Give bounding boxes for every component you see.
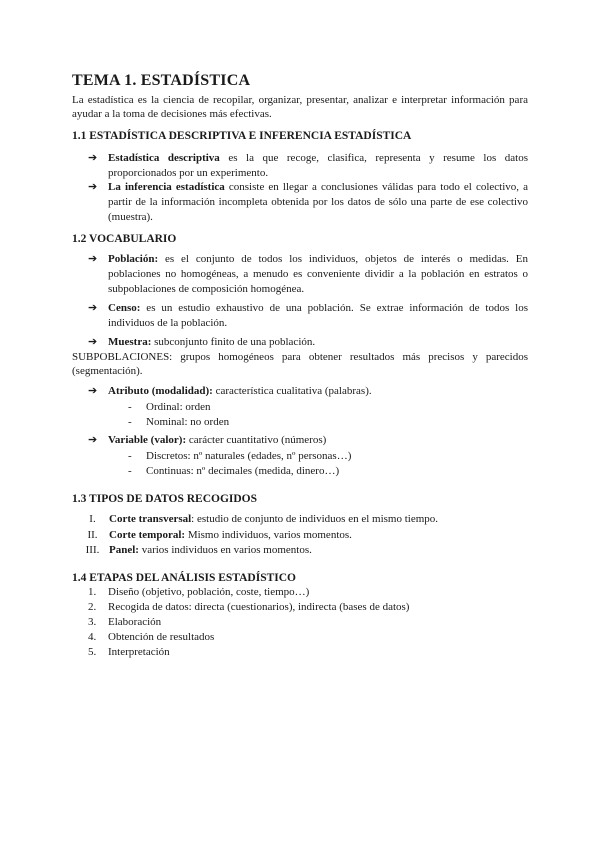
arrow-icon: ➔ — [88, 152, 98, 164]
arrow-icon: ➔ — [88, 434, 98, 446]
arrow-icon: ➔ — [88, 253, 98, 265]
list-item — [88, 301, 528, 331]
arrow-icon: ➔ — [88, 181, 98, 193]
subpoblaciones-paragraph: SUBPOBLACIONES: grupos homogéneos para obtener resultados más precisos y parecidos (segmentación). — [72, 351, 528, 377]
definition: consiste en llegar a conclusiones válidas para todo el colectivo, a partir de la información incompleta obtenida por los datos de sólo una parte de ese colectivo (muestra). — [108, 181, 529, 223]
list-item: 2. Recogida de datos: directa (cuestionarios), indirecta (bases de datos) — [88, 601, 410, 613]
term: Censo: — [108, 302, 141, 314]
arrow-icon: ➔ — [88, 385, 98, 397]
term: Variable (valor): — [108, 434, 187, 446]
definition: es un estudio exhaustivo de una población. Se extrae información de todos los individuos de la población. — [108, 302, 528, 329]
definition: es la que recoge, clasifica, representa y resume los datos proporcionados por un experimento. — [108, 152, 529, 179]
sub-list-item: - Nominal: no orden — [128, 416, 230, 428]
list-item — [88, 433, 528, 448]
arrow-icon: ➔ — [88, 336, 98, 348]
section-heading-1-3: 1.3 TIPOS DE DATOS RECOGIDOS — [72, 493, 258, 505]
list-item: 3. Elaboración — [88, 616, 162, 628]
list-item — [88, 180, 528, 225]
section-heading-1-1: 1.1 ESTADÍSTICA DESCRIPTIVA E INFERENCIA ESTADÍSTICA — [72, 130, 412, 142]
list-item: 5. Interpretación — [88, 646, 170, 658]
term: Estadística descriptiva — [108, 152, 220, 164]
definition: subconjunto finito de una población. — [151, 336, 316, 348]
list-item — [88, 252, 528, 297]
term: Atributo (modalidad): — [108, 385, 213, 397]
list-item — [88, 384, 528, 399]
term: La inferencia estadística — [108, 181, 225, 193]
list-item: 4. Obtención de resultados — [88, 631, 215, 643]
term: Población: — [108, 253, 159, 265]
page-title: TEMA 1. ESTADÍSTICA — [72, 72, 251, 89]
list-item: III. Panel: varios individuos en varios momentos. — [85, 544, 312, 556]
list-item: I. Corte transversal: estudio de conjunto de individuos en el mismo tiempo. — [89, 513, 439, 525]
term: Muestra: — [108, 336, 152, 348]
sub-list-item: - Ordinal: orden — [128, 401, 211, 413]
list-item: 1. Diseño (objetivo, población, coste, tiempo…) — [88, 586, 310, 598]
sub-list-item: - Continuas: nº decimales (medida, dinero…) — [128, 465, 340, 477]
section-heading-1-2: 1.2 VOCABULARIO — [72, 233, 177, 245]
list-item: II. Corte temporal: Mismo individuos, varios momentos. — [87, 529, 352, 541]
intro-paragraph: La estadística es la ciencia de recopilar, organizar, presentar, analizar e interpretar información para ayudar a la toma de decisiones más efectivas. — [72, 94, 528, 120]
list-item — [88, 151, 528, 181]
definition: característica cualitativa (palabras). — [212, 385, 372, 397]
section-heading-1-4: 1.4 ETAPAS DEL ANÁLISIS ESTADÍSTICO — [72, 572, 297, 584]
sub-list-item: - Discretos: nº naturales (edades, nº personas…) — [128, 450, 352, 462]
list-item — [88, 335, 528, 350]
definition: carácter cuantitativo (números) — [186, 434, 327, 446]
arrow-icon: ➔ — [88, 302, 98, 314]
definition: es el conjunto de todos los individuos, objetos de interés o medidas. En poblaciones no homogéneas, a menudo es conveniente dividir a la población en estratos o subpoblaciones de composición homogénea. — [108, 253, 528, 295]
